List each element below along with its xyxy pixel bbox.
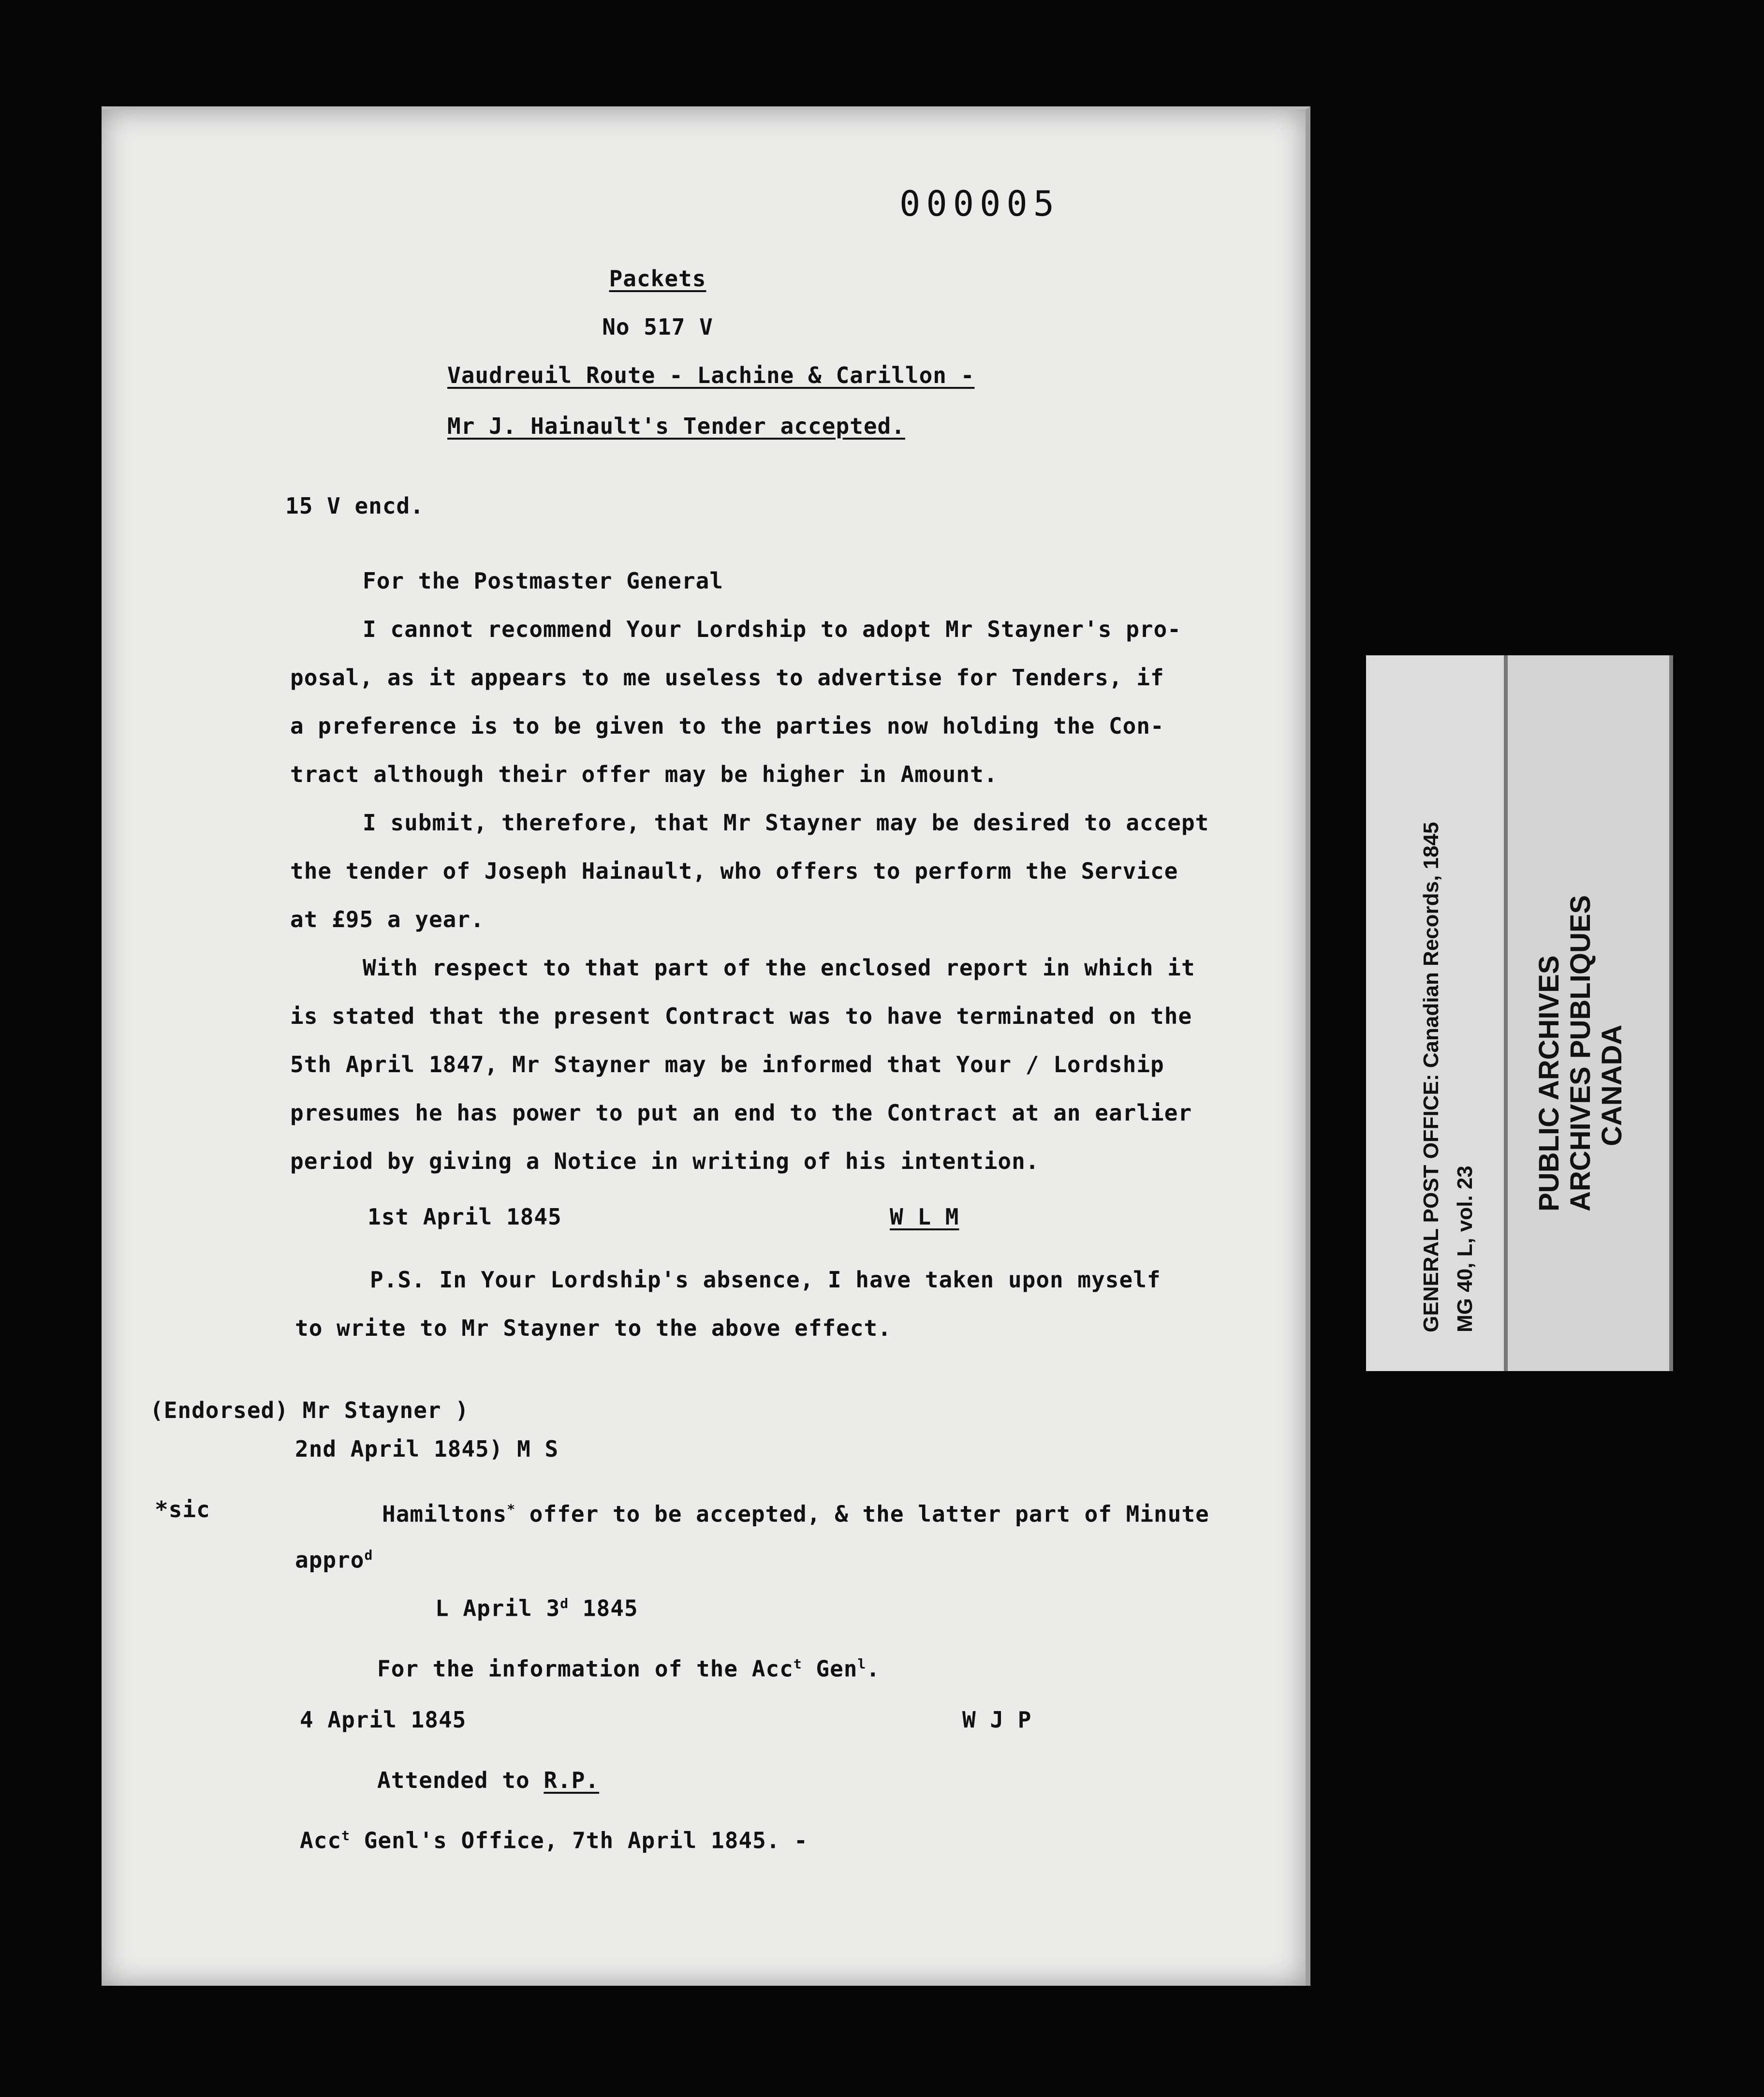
initials-wjp: W J P	[962, 1707, 1032, 1733]
office-line: Acc$^t$ Genl's Office, 7th April 1845. -	[300, 1827, 808, 1854]
body-line: the tender of Joseph Hainault, who offers to perform the Service	[290, 858, 1178, 884]
body-line: a preference is to be given to the parties now holding the Con-	[290, 713, 1164, 739]
body-line: tract although their offer may be higher in Amount.	[290, 761, 998, 787]
endorsed-line-1: (Endorsed) Mr Stayner )	[150, 1397, 469, 1423]
signature-initials: W L M	[890, 1204, 959, 1230]
approved-note: appro$^d$	[295, 1547, 373, 1573]
postscript-line-1: P.S. In Your Lordship's absence, I have taken upon myself	[370, 1267, 1161, 1293]
subject-line-1: Vaudreuil Route - Lachine & Carillon -	[447, 362, 975, 388]
body-line: is stated that the present Contract was to have terminated on the	[290, 1003, 1192, 1029]
body-line: 5th April 1847, Mr Stayner may be informed that Your / Lordship	[290, 1051, 1164, 1078]
endorsed-line-2: 2nd April 1845) M S	[295, 1436, 559, 1462]
subject-line-2: Mr J. Hainault's Tender accepted.	[447, 413, 905, 439]
archive-name-fr: ARCHIVES PUBLIQUES	[1565, 895, 1596, 1211]
record-volume-text: MG 40, L, vol. 23	[1453, 1166, 1477, 1332]
stamp-number: 000005	[899, 183, 1060, 224]
date-fourth: 4 April 1845	[300, 1707, 467, 1733]
heading: Packets	[609, 266, 706, 292]
archive-name-en: PUBLIC ARCHIVES	[1533, 955, 1565, 1211]
body-line: I submit, therefore, that Mr Stayner may be desired to accept	[363, 810, 1209, 836]
document-number: No 517 V	[602, 314, 713, 340]
date-signed: 1st April 1845	[368, 1204, 562, 1230]
l-april-date: L April 3$^d$ 1845	[435, 1595, 638, 1622]
body-line: presumes he has power to put an end to the Contract at an earlier	[290, 1100, 1192, 1126]
body-line: I cannot recommend Your Lordship to adopt Mr Stayner's pro-	[363, 616, 1181, 642]
sic-note: *sic	[155, 1496, 210, 1522]
archive-name-label	[1504, 655, 1673, 1371]
enclosure-note: 15 V encd.	[285, 493, 424, 519]
salutation: For the Postmaster General	[363, 568, 724, 594]
body-line: at £95 a year.	[290, 906, 485, 932]
archive-country: CANADA	[1596, 1024, 1628, 1146]
record-series-text: GENERAL POST OFFICE: Canadian Records, 1845	[1419, 822, 1443, 1332]
hamilton-line: Hamiltons* offer to be accepted, & the latter part of Minute	[382, 1501, 1209, 1527]
body-line: posal, as it appears to me useless to advertise for Tenders, if	[290, 665, 1164, 691]
information-line: For the information of the Acc$^t$ Gen$^l$.	[377, 1655, 881, 1682]
document-page	[102, 106, 1310, 1986]
body-line: With respect to that part of the enclosed report in which it	[363, 955, 1195, 981]
postscript-line-2: to write to Mr Stayner to the above effect.	[295, 1315, 892, 1341]
attended-line: Attended to R.P.	[377, 1767, 600, 1793]
archive-record-label	[1366, 655, 1513, 1371]
body-line: period by giving a Notice in writing of his intention.	[290, 1148, 1040, 1174]
